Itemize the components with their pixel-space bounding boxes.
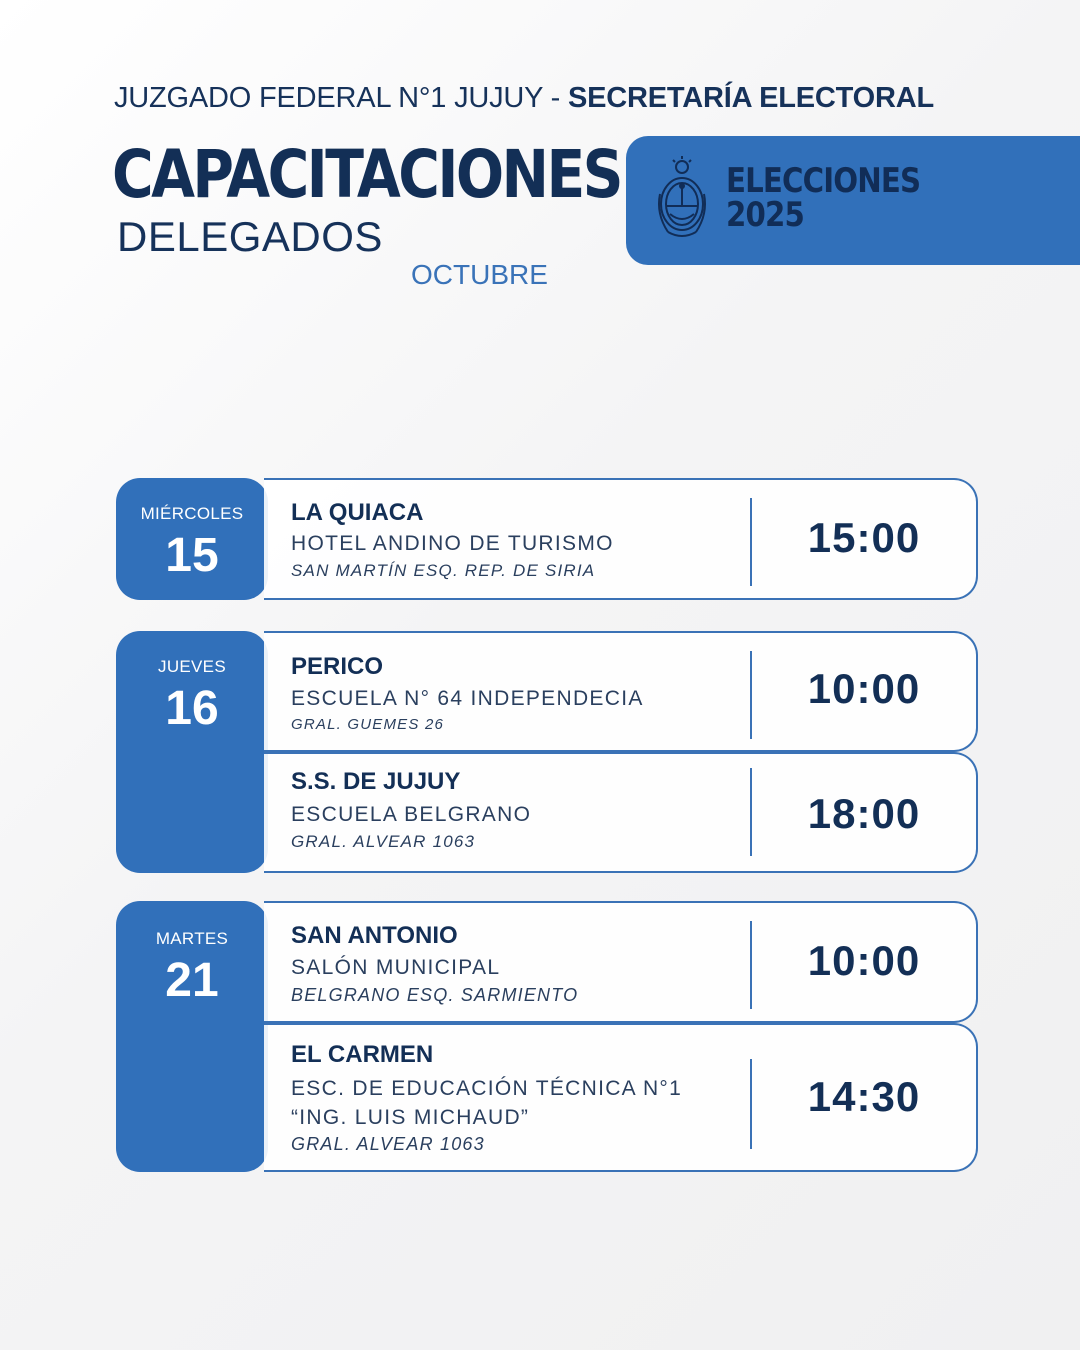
date-block-21 (116, 901, 268, 1172)
session-location: PERICO (291, 653, 384, 680)
session-card (264, 478, 978, 600)
day-number: 16 (165, 682, 219, 735)
page-subtitle: DELEGADOS (117, 213, 383, 260)
session-location: S.S. DE JUJUY (291, 768, 461, 795)
argentina-coat-of-arms-icon (654, 154, 710, 242)
session-venue: ESCUELA BELGRANO (291, 803, 532, 826)
session-address: GRAL. GUEMES 26 (291, 716, 445, 733)
session-card (264, 901, 978, 1023)
date-block-15 (116, 478, 268, 600)
session-card (264, 631, 978, 752)
badge-line-2: 2025 (726, 195, 804, 235)
session-time: 10:00 (807, 937, 921, 984)
page-title: CAPACITACIONES (112, 136, 621, 213)
session-time: 18:00 (807, 790, 921, 837)
day-number: 21 (165, 954, 219, 1007)
weekday-label: MARTES (155, 929, 229, 948)
session-venue: HOTEL ANDINO DE TURISMO (291, 532, 614, 555)
session-location: EL CARMEN (291, 1041, 434, 1068)
date-block-16 (116, 631, 268, 873)
month-label: OCTUBRE (411, 259, 548, 290)
court-header (114, 82, 934, 115)
session-address: GRAL. ALVEAR 1063 (291, 832, 476, 851)
weekday-label: JUEVES (158, 657, 226, 676)
session-location: SAN ANTONIO (291, 922, 458, 949)
session-address: GRAL. ALVEAR 1063 (291, 1134, 485, 1154)
session-venue: ESC. DE EDUCACIÓN TÉCNICA N°1 (291, 1077, 683, 1100)
session-card (264, 1023, 978, 1172)
session-address: SAN MARTÍN ESQ. REP. DE SIRIA (291, 561, 596, 580)
secretariat-name: SECRETARÍA ELECTORAL (567, 82, 935, 114)
weekday-label: MIÉRCOLES (140, 504, 244, 523)
elections-badge (626, 136, 1080, 265)
elections-badge-text (726, 161, 921, 235)
session-venue: SALÓN MUNICIPAL (291, 956, 501, 979)
session-venue-line-2: “ING. LUIS MICHAUD” (291, 1106, 530, 1129)
day-number: 15 (165, 529, 219, 582)
session-address: BELGRANO ESQ. SARMIENTO (291, 985, 579, 1005)
court-name: JUZGADO FEDERAL N°1 JUJUY - (114, 82, 568, 114)
session-location: LA QUIACA (291, 499, 424, 526)
session-venue: ESCUELA N° 64 INDEPENDECIA (291, 687, 644, 710)
session-time: 10:00 (807, 665, 921, 712)
session-time: 14:30 (807, 1073, 921, 1120)
badge-line-1: ELECCIONES (726, 161, 921, 201)
session-card (264, 752, 978, 873)
session-time: 15:00 (807, 514, 921, 561)
